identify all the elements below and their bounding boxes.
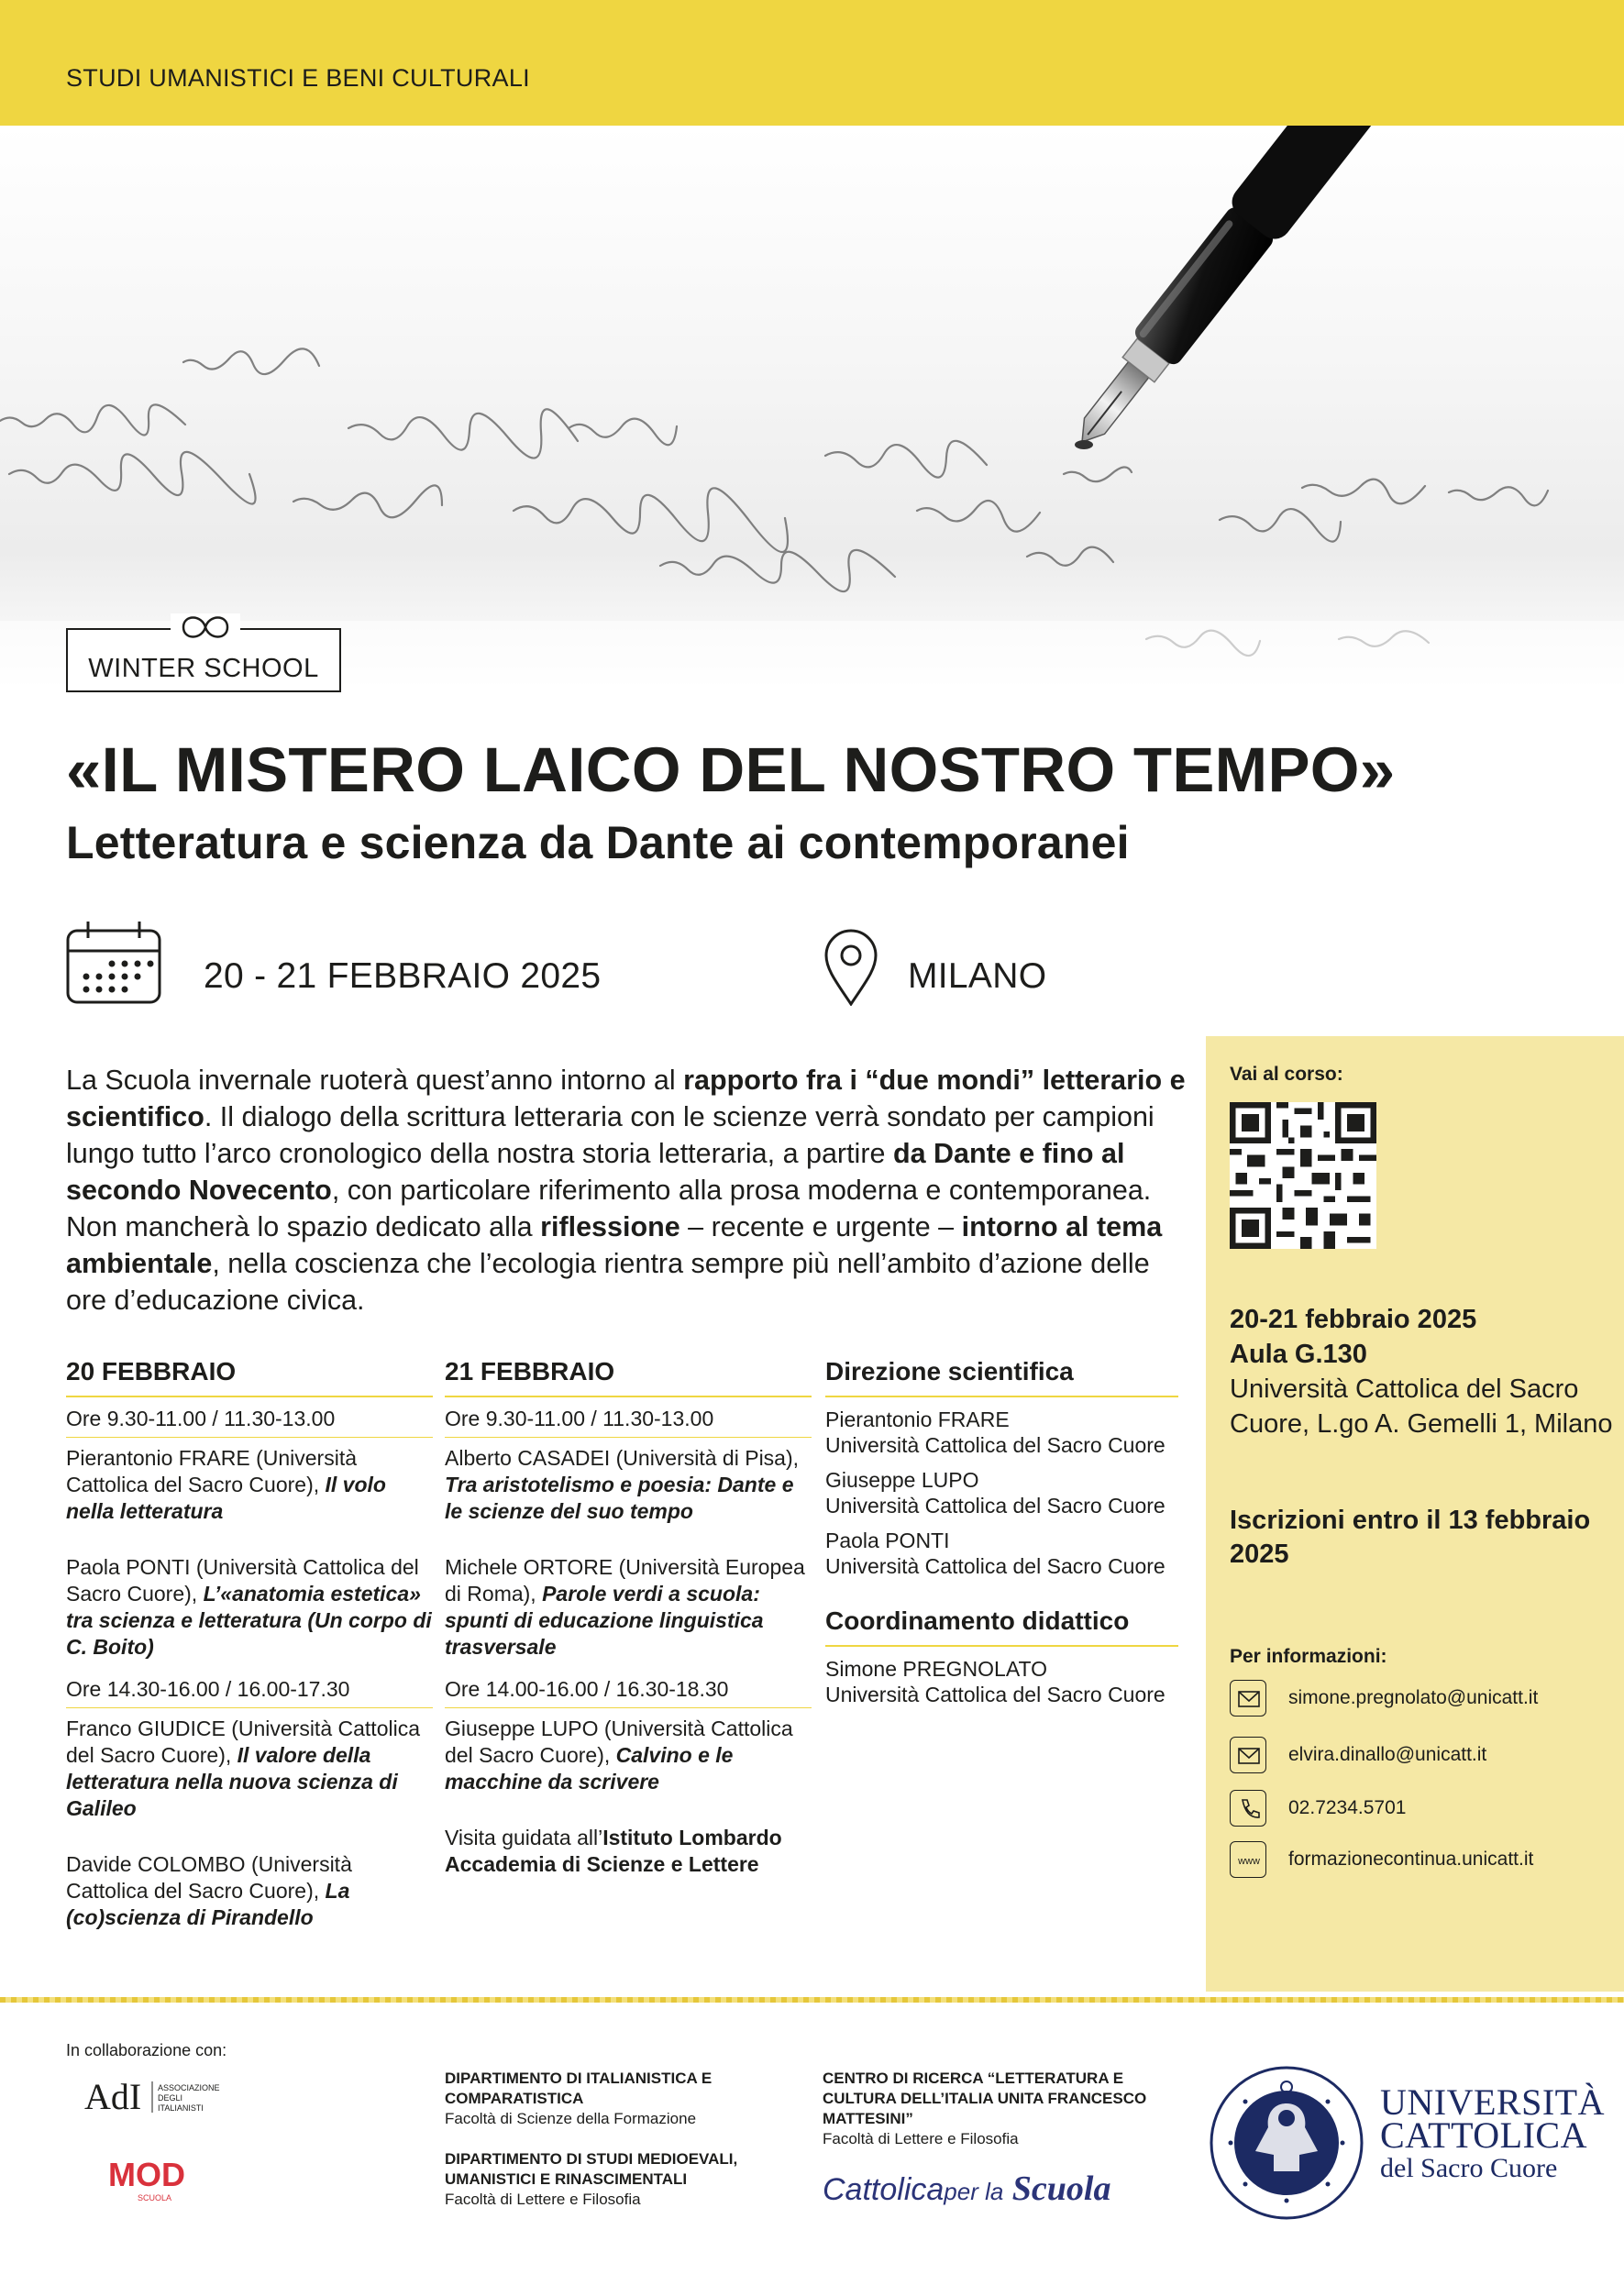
universita-cattolica-wordmark xyxy=(1380,2081,1605,2185)
contact-text: simone.pregnolato@unicatt.it xyxy=(1288,1687,1539,1708)
intro-highlight: riflessione xyxy=(540,1211,680,1242)
director-name: Paola PONTI xyxy=(825,1529,950,1552)
email-icon xyxy=(1230,1737,1266,1773)
talk-item xyxy=(445,1554,812,1661)
director-affiliation: Università Cattolica del Sacro Cuore xyxy=(825,1433,1166,1457)
event-date: 20 - 21 FEBBRAIO 2025 xyxy=(204,956,602,996)
speaker: Davide COLOMBO (Università Cattolica del Sacro Cuore), xyxy=(66,1852,352,1903)
contact-email-1[interactable] xyxy=(1230,1680,1624,1717)
speaker: Giuseppe LUPO (Università Cattolica del Sacro Cuore), xyxy=(445,1717,793,1767)
department-1 xyxy=(445,2069,775,2129)
venue-room: Aula G.130 xyxy=(1230,1340,1367,1369)
time-slot: Ore 14.00-16.00 / 16.30-18.30 xyxy=(445,1677,812,1708)
adi-full-line: ITALIANISTI xyxy=(158,2103,204,2113)
winter-school-label: WINTER SCHOOL xyxy=(88,654,319,683)
qr-code[interactable] xyxy=(1230,1102,1376,1249)
department-faculty: Facoltà di Scienze della Formazione xyxy=(445,2110,697,2127)
talk-title: Il volo nella letteratura xyxy=(66,1473,386,1523)
program-day-1 xyxy=(66,1357,433,1960)
talk-title: L’«anatomia estetica» tra scienza e letteratura (Un corpo di C. Boito) xyxy=(66,1582,432,1659)
university-seal-icon xyxy=(1209,2065,1364,2225)
centre-name: CENTRO DI RICERCA “LETTERATURA E CULTURA DELL’ITALIA UNITA FRANCESCO MATTESINI” xyxy=(823,2070,1147,2127)
scientific-direction xyxy=(825,1357,1178,1717)
venue-info xyxy=(1230,1302,1615,1441)
time-slot: Ore 9.30-11.00 / 11.30-13.00 xyxy=(66,1407,433,1438)
director-affiliation: Università Cattolica del Sacro Cuore xyxy=(825,1494,1166,1518)
speaker: Paola PONTI (Università Cattolica del Sacro Cuore), xyxy=(66,1555,419,1606)
talk-title: Tra aristotelismo e poesia: Dante e le scienze del suo tempo xyxy=(445,1473,794,1523)
venue-address: Università Cattolica del Sacro Cuore, L.go A. Gemelli 1, Milano xyxy=(1230,1374,1613,1439)
email-icon xyxy=(1230,1680,1266,1717)
intro-text: . Il dialogo della scrittura letteraria con le scienze verrà sondato per campioni lungo tutto l’arco cronologico della nostra storia letteraria, a partire xyxy=(66,1101,1154,1169)
contact-text: formazionecontinua.unicatt.it xyxy=(1288,1849,1534,1870)
speaker: Alberto CASADEI (Università di Pisa), xyxy=(445,1446,800,1470)
intro-text: – recente e urgente – xyxy=(679,1211,962,1242)
contact-text: elvira.dinallo@unicatt.it xyxy=(1288,1744,1487,1765)
wordmark-line: del Sacro Cuore xyxy=(1380,2153,1558,2183)
intro-text: , nella coscienza che l’ecologia rientra sempre più nell’ambito d’azione delle ore d’educazione civica. xyxy=(66,1248,1150,1316)
wordmark-line: UNIVERSITÀ xyxy=(1380,2081,1605,2123)
category-label: STUDI UMANISTICI E BENI CULTURALI xyxy=(66,64,530,92)
talk-item xyxy=(66,1445,433,1525)
adi-logo xyxy=(84,2074,240,2125)
intro-text: La Scuola invernale ruoterà quest’anno intorno al xyxy=(66,1065,684,1096)
mod-sub: SCUOLA xyxy=(138,2193,172,2202)
location-pin-icon xyxy=(823,929,878,1010)
course-link-label: Vai al corso: xyxy=(1230,1064,1343,1085)
adi-short: AdI xyxy=(84,2076,142,2117)
talk-item xyxy=(66,1716,433,1822)
hero-image xyxy=(0,126,1624,694)
mod-short: MOD xyxy=(108,2156,185,2193)
intro-highlight: intorno al tema ambientale xyxy=(66,1211,1163,1279)
director-name: Giuseppe LUPO xyxy=(825,1468,979,1492)
wordmark-line: CATTOLICA xyxy=(1380,2114,1587,2156)
department-name: DIPARTIMENTO DI ITALIANISTICA E COMPARATISTICA xyxy=(445,2070,713,2107)
cps-part: Cattolica xyxy=(823,2172,945,2207)
info-sidebar xyxy=(1206,1036,1624,1992)
contact-email-2[interactable] xyxy=(1230,1737,1624,1773)
program-day-2 xyxy=(445,1357,812,1907)
event-title: «IL MISTERO LAICO DEL NOSTRO TEMPO» xyxy=(66,734,1396,805)
cattolica-per-la-scuola-logo xyxy=(823,2169,1110,2209)
venue-dates: 20-21 febbraio 2025 xyxy=(1230,1305,1477,1334)
talk-title: Il valore della letteratura nella nuova scienza di Galileo xyxy=(66,1743,398,1820)
cps-part: per la xyxy=(944,2178,1004,2205)
intro-highlight: rapporto fra i “due mondi” letterario e scientifico xyxy=(66,1065,1186,1132)
direction-heading: Direzione scientifica xyxy=(825,1357,1178,1397)
day-heading: 21 FEBBRAIO xyxy=(445,1357,812,1397)
contact-text: 02.7234.5701 xyxy=(1288,1797,1407,1818)
coordinator-affiliation: Università Cattolica del Sacro Cuore xyxy=(825,1683,1166,1706)
director-affiliation: Università Cattolica del Sacro Cuore xyxy=(825,1554,1166,1578)
speaker: Michele ORTORE (Università Europea di Roma), xyxy=(445,1555,805,1606)
intro-text: , con particolare riferimento alla prosa moderna e contemporanea. Non mancherà lo spazio dedicato alla xyxy=(66,1175,1152,1242)
speaker: Franco GIUDICE (Università Cattolica del Sacro Cuore), xyxy=(66,1717,420,1767)
mod-logo xyxy=(108,2155,209,2211)
visit-text: Visita guidata all’ xyxy=(445,1826,603,1849)
cps-part: Scuola xyxy=(1011,2169,1111,2208)
department-2 xyxy=(445,2149,775,2210)
adi-full-line: ASSOCIAZIONE xyxy=(158,2083,220,2092)
research-centre xyxy=(823,2069,1162,2149)
calendar-icon xyxy=(66,920,161,1009)
director-name: Pierantonio FRARE xyxy=(825,1407,1010,1431)
intro-paragraph xyxy=(66,1062,1194,1319)
talk-item xyxy=(445,1716,812,1795)
talk-title: La (co)scienza di Pirandello xyxy=(66,1879,350,1929)
time-slot: Ore 9.30-11.00 / 11.30-13.00 xyxy=(445,1407,812,1438)
talk-item xyxy=(445,1445,812,1525)
phone-icon xyxy=(1230,1790,1266,1827)
visit-place: Istituto Lombardo Accademia di Scienze e Lettere xyxy=(445,1826,782,1876)
department-name: DIPARTIMENTO DI STUDI MEDIOEVALI, UMANISTICI E RINASCIMENTALI xyxy=(445,2150,738,2188)
collaboration-label: In collaborazione con: xyxy=(66,2041,227,2059)
footer-divider xyxy=(0,1997,1624,2003)
event-subtitle: Letteratura e scienza da Dante ai contemporanei xyxy=(66,817,1130,868)
contact-website[interactable] xyxy=(1230,1841,1624,1878)
guided-visit xyxy=(445,1825,812,1878)
adi-full-line: DEGLI xyxy=(158,2093,183,2103)
www-icon xyxy=(1230,1841,1266,1878)
top-banner xyxy=(0,0,1624,126)
talk-item xyxy=(66,1554,433,1661)
winter-school-badge xyxy=(66,628,341,692)
coordination-heading: Coordinamento didattico xyxy=(825,1606,1178,1647)
talk-title: Calvino e le macchine da scrivere xyxy=(445,1743,734,1794)
time-slot: Ore 14.30-16.00 / 16.00-17.30 xyxy=(66,1677,433,1708)
infinity-loop-logo xyxy=(171,613,240,641)
department-faculty: Facoltà di Lettere e Filosofia xyxy=(445,2191,641,2208)
centre-faculty: Facoltà di Lettere e Filosofia xyxy=(823,2130,1019,2147)
talk-item xyxy=(66,1851,433,1931)
event-city: MILANO xyxy=(908,956,1047,996)
intro-highlight: da Dante e fino al secondo Novecento xyxy=(66,1138,1125,1206)
talk-title: Parole verdi a scuola: spunti di educazione linguistica trasversale xyxy=(445,1582,764,1659)
speaker: Pierantonio FRARE (Università Cattolica del Sacro Cuore), xyxy=(66,1446,358,1496)
registration-deadline: Iscrizioni entro il 13 febbraio 2025 xyxy=(1230,1506,1591,1569)
info-label: Per informazioni: xyxy=(1230,1646,1387,1667)
svg-text:www: www xyxy=(1238,1856,1260,1867)
fountain-pen-illustration xyxy=(0,126,1624,694)
contact-phone[interactable] xyxy=(1230,1790,1624,1827)
coordinator-name: Simone PREGNOLATO xyxy=(825,1657,1048,1681)
day-heading: 20 FEBBRAIO xyxy=(66,1357,433,1397)
